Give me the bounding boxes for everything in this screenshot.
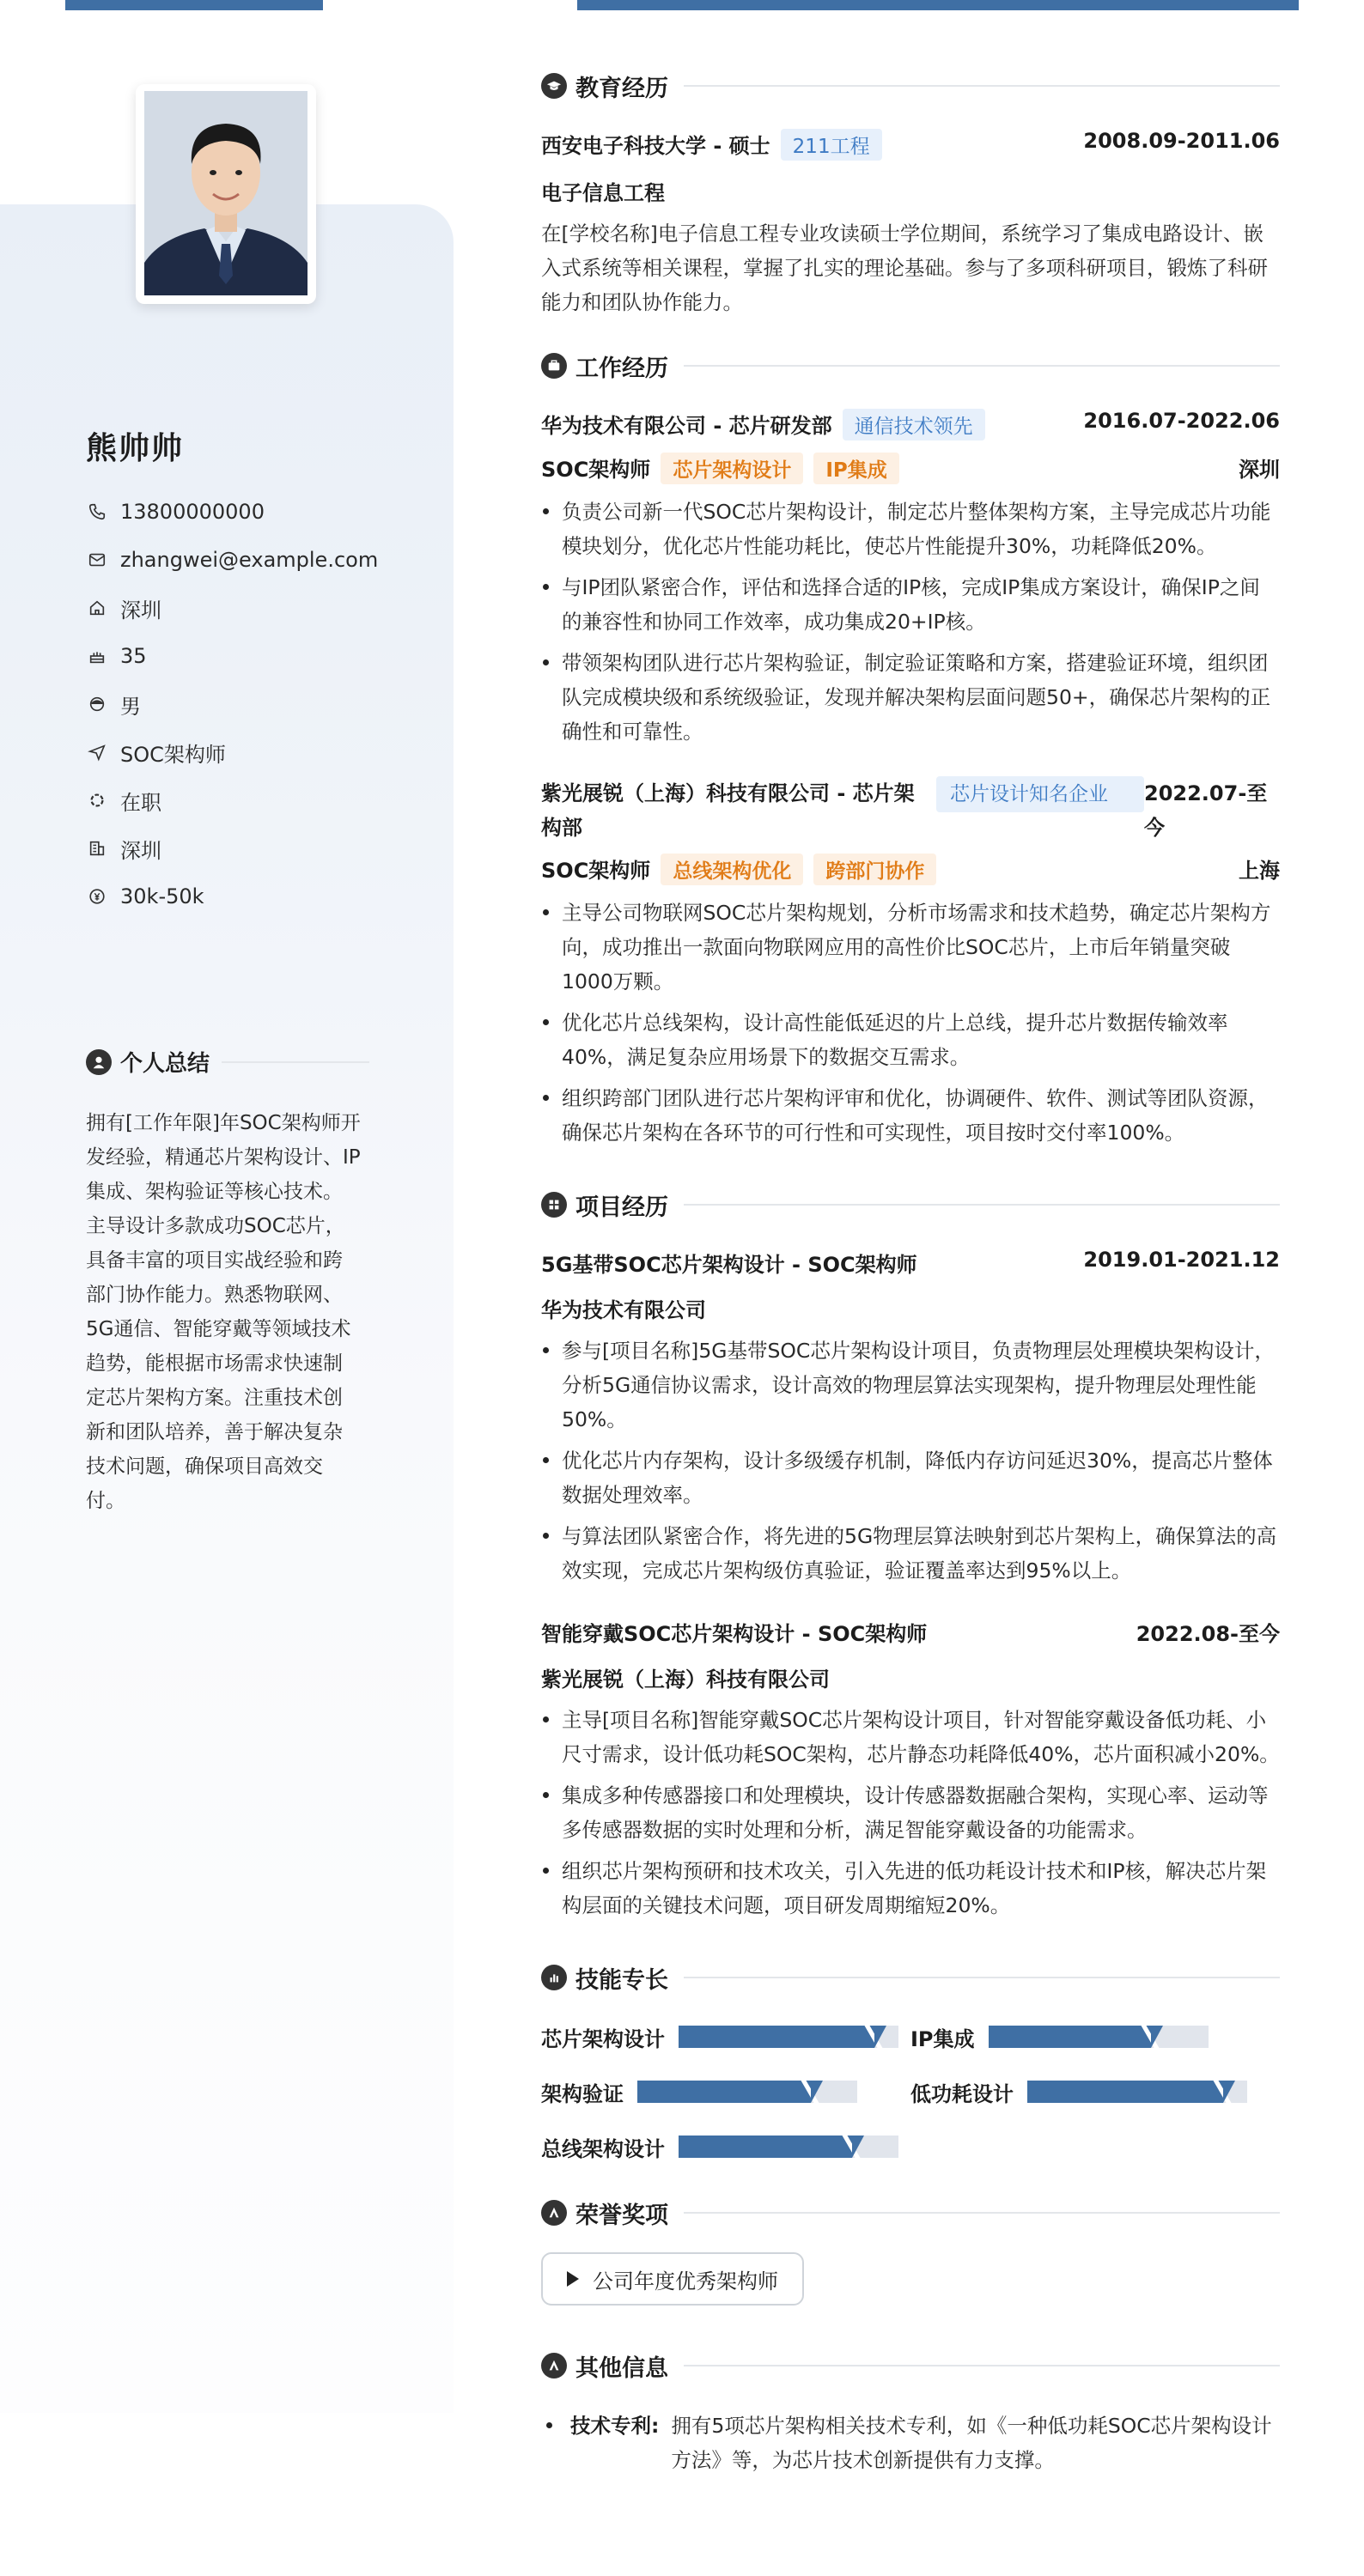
contact-work-city — [86, 824, 378, 872]
list-item: 与算法团队紧密合作，将先进的5G物理层算法映射到芯片架构上，确保算法的高效实现，完成芯片架构级仿真验证，验证覆盖率达到95%以上。 — [541, 1519, 1280, 1588]
skill-bar — [679, 2136, 898, 2158]
mail-icon — [86, 549, 108, 571]
building-icon — [86, 837, 108, 860]
contact-position — [86, 728, 378, 776]
project-bullets — [541, 1703, 1280, 1923]
contact-location-value: 深圳 — [120, 598, 161, 623]
divider — [684, 365, 1280, 367]
project-name: 智能穿戴SOC芯片架构设计 - SOC架构师 — [541, 1622, 928, 1646]
skill-item — [541, 2024, 910, 2050]
divider — [684, 1204, 1280, 1206]
education-title: 教育经历 — [575, 75, 668, 102]
main-content — [541, 69, 1280, 2477]
projects-title: 项目经历 — [575, 1194, 668, 1221]
work-header — [541, 349, 1280, 383]
honor-item[interactable] — [541, 2252, 804, 2306]
divider — [222, 1061, 369, 1063]
divider — [684, 2212, 1280, 2214]
gender-icon — [86, 693, 108, 715]
job-company-name: 华为技术有限公司 - 芯片研发部 — [541, 414, 832, 438]
grid-icon — [541, 1192, 567, 1218]
contact-email-value: zhangwei@example.com — [120, 548, 379, 572]
job-entry — [541, 776, 1280, 1150]
user-icon — [86, 1049, 112, 1075]
contact-age — [86, 632, 378, 680]
phone-icon — [86, 501, 108, 523]
contact-status-value: 在职 — [120, 790, 161, 815]
project-company: 华为技术有限公司 — [541, 1298, 706, 1322]
job-tag: 通信技术领先 — [843, 409, 985, 440]
avatar-frame — [136, 84, 316, 304]
skill-item — [541, 2134, 910, 2160]
list-item: 主导公司物联网SOC芯片架构规划，分析市场需求和技术趋势，确定芯片架构方向，成功推出一款面向物联网应用的高性价比SOC芯片，上市后年销量突破1000万颗。 — [541, 896, 1280, 999]
other-text: 拥有5项芯片架构相关技术专利，如《一种低功耗SOC芯片架构设计方法》等，为芯片技术创新提供有力支撑。 — [671, 2414, 1272, 2472]
list-item: 优化芯片总线架构，设计高性能低延迟的片上总线，提升芯片数据传输效率40%，满足复杂应用场景下的数据交互需求。 — [541, 1005, 1280, 1074]
status-icon — [86, 789, 108, 811]
skill-bar — [637, 2081, 857, 2103]
skill-bar — [1027, 2081, 1247, 2103]
contact-phone-value: 13800000000 — [120, 500, 265, 524]
contact-phone — [86, 488, 378, 536]
summary-title: 个人总结 — [120, 1051, 210, 1077]
list-item: 参与[项目名称]5G基带SOC芯片架构设计项目，负责物理层处理模块架构设计，分析5G通信协议需求，设计高效的物理层算法实现架构，提升物理层处理性能50%。 — [541, 1334, 1280, 1437]
job-bullets — [541, 495, 1280, 749]
job-role-row — [541, 854, 1280, 885]
chart-icon — [541, 1965, 567, 1990]
project-name: 5G基带SOC芯片架构设计 - SOC架构师 — [541, 1253, 917, 1277]
home-icon — [86, 597, 108, 619]
list-item: 带领架构团队进行芯片架构验证，制定验证策略和方案，搭建验证环境，组织团队完成模块级和系统级验证，发现并解决架构层面问题50+，确保芯片架构的正确性和可靠性。 — [541, 646, 1280, 749]
header-accent-bar-left — [65, 0, 323, 10]
contact-age-value: 35 — [120, 644, 147, 668]
divider — [684, 85, 1280, 87]
summary-text: 拥有[工作年限]年SOC架构师开发经验，精通芯片架构设计、IP集成、架构验证等核心技术。主导设计多款成功SOC芯片，具备丰富的项目实战经验和跨部门协作能力。熟悉物联网、5G通信、智能穿戴等领域技术趋势，能根据市场需求快速制定芯片架构方案。注重技术创新和团队培养，善于解决复杂技术问题，确保项目高效交付。 — [86, 1112, 361, 1512]
job-role — [541, 854, 936, 885]
money-icon — [86, 885, 108, 908]
skills-title: 技能专长 — [575, 1966, 668, 1994]
contact-salary-value: 30k-50k — [120, 884, 204, 908]
job-bullets — [541, 896, 1280, 1150]
education-school — [541, 129, 882, 161]
header-accent-bar-right — [577, 0, 1299, 10]
divider — [684, 2365, 1280, 2366]
skill-bar-fill — [637, 2081, 811, 2103]
summary-header — [86, 1046, 369, 1078]
honor-label: 公司年度优秀架构师 — [593, 2269, 778, 2293]
list-item: 集成多种传感器接口和处理模块，设计传感器数据融合架构，实现心率、运动等多传感器数据的实时处理和分析，满足智能穿戴设备的功能需求。 — [541, 1778, 1280, 1847]
job-city: 深圳 — [1239, 458, 1280, 482]
briefcase-icon — [541, 353, 567, 379]
profile-name: 熊帅帅 — [86, 431, 185, 466]
contact-list — [86, 488, 378, 920]
list-item: 组织跨部门团队进行芯片架构评审和优化，协调硬件、软件、测试等团队资源，确保芯片架构在各环节的可行性和可实现性，项目按时交付率100%。 — [541, 1081, 1280, 1150]
project-bullets — [541, 1334, 1280, 1588]
contact-gender — [86, 680, 378, 728]
job-entry — [541, 409, 1280, 749]
education-row — [541, 129, 1280, 161]
other-label: 技术专利: — [570, 2414, 660, 2438]
work-title: 工作经历 — [575, 355, 668, 382]
skill-name: 架构验证 — [541, 2081, 624, 2106]
education-desc: 在[学校名称]电子信息工程专业攻读硕士学位期间，系统学习了集成电路设计、嵌入式系统等相关课程，掌握了扎实的理论基础。参与了多项科研项目，锻炼了科研能力和团队协作能力。 — [541, 222, 1268, 314]
skills-header — [541, 1960, 1280, 1995]
contact-email — [86, 536, 378, 584]
education-date: 2008.09-2011.06 — [1083, 129, 1280, 153]
skill-name: IP集成 — [910, 2026, 975, 2051]
skill-name: 芯片架构设计 — [541, 2026, 665, 2051]
skill-bar — [679, 2026, 898, 2048]
avatar-portrait — [144, 91, 308, 295]
skill-bar-fill — [679, 2136, 852, 2158]
honors-title: 荣誉奖项 — [575, 2202, 668, 2229]
skill-bar — [989, 2026, 1209, 2048]
job-date: 2022.07-至今 — [1144, 781, 1268, 840]
education-school-name: 西安电子科技大学 - 硕士 — [541, 134, 770, 158]
contact-position-value: SOC架构师 — [120, 742, 226, 767]
project-entry — [541, 1617, 1280, 1923]
project-date: 2019.01-2021.12 — [1083, 1248, 1280, 1272]
job-role-row — [541, 453, 1280, 484]
project-row — [541, 1248, 1280, 1278]
contact-salary — [86, 872, 378, 920]
job-role-name: SOC架构师 — [541, 859, 651, 883]
education-tag: 211工程 — [781, 129, 882, 161]
contact-work-city-value: 深圳 — [120, 838, 161, 863]
education-header — [541, 69, 1280, 103]
job-skill-tag: 芯片架构设计 — [661, 453, 803, 484]
education-major: 电子信息工程 — [541, 181, 665, 205]
job-company-name: 紫光展锐（上海）科技有限公司 - 芯片架构部 — [541, 781, 915, 840]
list-item: 优化芯片内存架构，设计多级缓存机制，降低内存访问延迟30%，提高芯片整体数据处理效率。 — [541, 1443, 1280, 1512]
other-title: 其他信息 — [575, 2354, 668, 2382]
skill-bar-fill — [989, 2026, 1151, 2048]
avatar — [144, 91, 308, 295]
contact-gender-value: 男 — [120, 694, 141, 719]
project-date: 2022.08-至今 — [1136, 1622, 1280, 1646]
play-icon — [567, 2271, 579, 2287]
contact-location — [86, 584, 378, 632]
contact-status — [86, 776, 378, 824]
skill-item — [541, 2079, 910, 2105]
skills-grid — [541, 2024, 1280, 2160]
project-row — [541, 1617, 1280, 1647]
job-skill-tag: IP集成 — [813, 453, 898, 484]
job-row — [541, 409, 1280, 440]
list-item: 负责公司新一代SOC芯片架构设计，制定芯片整体架构方案，主导完成芯片功能模块划分，优化芯片性能功耗比，使芯片性能提升30%，功耗降低20%。 — [541, 495, 1280, 563]
job-skill-tag: 总线架构优化 — [661, 854, 803, 885]
projects-header — [541, 1188, 1280, 1222]
graduation-cap-icon — [541, 73, 567, 99]
job-skill-tag: 跨部门协作 — [813, 854, 936, 885]
list-item: 与IP团队紧密合作，评估和选择合适的IP核，完成IP集成方案设计，确保IP之间的兼容性和协同工作效率，成功集成20+IP核。 — [541, 570, 1280, 639]
job-city: 上海 — [1239, 859, 1280, 883]
skill-item — [910, 2024, 1280, 2050]
project-entry — [541, 1248, 1280, 1588]
divider — [684, 1977, 1280, 1978]
skill-name: 低功耗设计 — [910, 2081, 1014, 2106]
skill-name: 总线架构设计 — [541, 2136, 665, 2161]
skill-bar-fill — [679, 2026, 874, 2048]
project-company: 紫光展锐（上海）科技有限公司 — [541, 1668, 830, 1692]
other-header — [541, 2348, 1280, 2383]
job-tag: 芯片设计知名企业 — [936, 776, 1144, 812]
list-item: 组织芯片架构预研和技术攻关，引入先进的低功耗设计技术和IP核，解决芯片架构层面的关键技术问题，项目研发周期缩短20%。 — [541, 1854, 1280, 1923]
job-company — [541, 409, 985, 440]
job-role — [541, 453, 899, 484]
award-icon — [541, 2200, 567, 2226]
job-date: 2016.07-2022.06 — [1083, 409, 1280, 433]
send-icon — [86, 741, 108, 763]
skill-bar-fill — [1027, 2081, 1223, 2103]
other-item — [541, 2409, 1280, 2477]
job-role-name: SOC架构师 — [541, 458, 651, 482]
job-row — [541, 776, 1280, 845]
honors-header — [541, 2196, 1280, 2230]
cake-icon — [86, 645, 108, 667]
award-icon — [541, 2353, 567, 2379]
list-item: 主导[项目名称]智能穿戴SOC芯片架构设计项目，针对智能穿戴设备低功耗、小尺寸需求，设计低功耗SOC架构，芯片静态功耗降低40%，芯片面积减小20%。 — [541, 1703, 1280, 1771]
job-company — [541, 776, 1144, 845]
skill-item — [910, 2079, 1280, 2105]
